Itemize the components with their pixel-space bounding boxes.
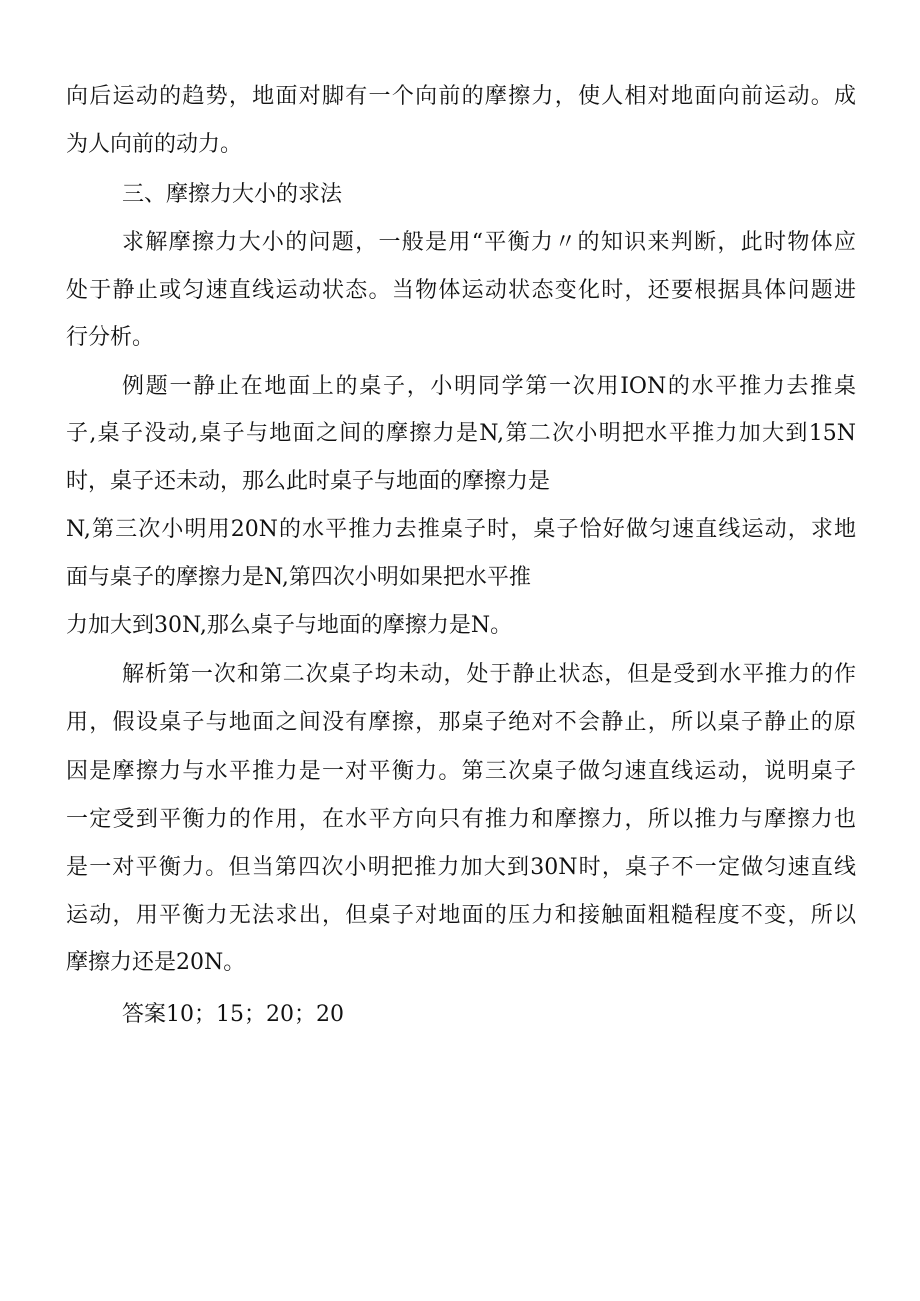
analysis-line: 因是摩擦力与水平推力是一对平衡力。第三次桌子做匀速直线运动，说明桌子	[66, 759, 856, 784]
paragraph-line: 向后运动的趋势，地面对脚有一个向前的摩擦力，使人相对地面向前运动。成	[66, 84, 856, 109]
example-line: N,第三次小明用20N的水平推力去推桌子时，桌子恰好做匀速直线运动，求地	[66, 517, 856, 542]
paragraph-line: 行分析。	[66, 325, 155, 350]
example-line: 力加大到30N,那么桌子与地面的摩擦力是N。	[66, 613, 513, 638]
example-line: 时，桌子还未动，那么此时桌子与地面的摩擦力是	[66, 469, 551, 494]
analysis-line: 解析第一次和第二次桌子均未动，处于静止状态，但是受到水平推力的作	[122, 662, 856, 687]
example-line: 例题一静止在地面上的桌子，小明同学第一次用ION的水平推力去推桌	[122, 374, 856, 399]
paragraph-line: 求解摩擦力大小的问题，一般是用“平衡力〃的知识来判断，此时物体应	[122, 230, 856, 255]
paragraph-line: 为人向前的动力。	[66, 132, 243, 157]
section-heading: 三、摩擦力大小的求法	[122, 182, 343, 207]
analysis-line: 运动，用平衡力无法求出，但桌子对地面的压力和接触面粗糙程度不变，所以	[66, 903, 856, 928]
analysis-line: 用，假设桌子与地面之间没有摩擦，那桌子绝对不会静止，所以桌子静止的原	[66, 710, 856, 735]
answer-line: 答案10；15；20；20	[122, 1002, 344, 1027]
paragraph-line: 处于静止或匀速直线运动状态。当物体运动状态变化时，还要根据具体问题进	[66, 278, 856, 303]
analysis-line: 摩擦力还是20N。	[66, 950, 246, 975]
analysis-line: 是一对平衡力。但当第四次小明把推力加大到30N时，桌子不一定做匀速直线	[66, 855, 856, 880]
analysis-line: 一定受到平衡力的作用，在水平方向只有推力和摩擦力，所以推力与摩擦力也	[66, 807, 856, 832]
example-line: 子,桌子没动,桌子与地面之间的摩擦力是N,第二次小明把水平推力加大到15N	[66, 421, 856, 446]
example-line: 面与桌子的摩擦力是N,第四次小明如果把水平推	[66, 565, 531, 590]
